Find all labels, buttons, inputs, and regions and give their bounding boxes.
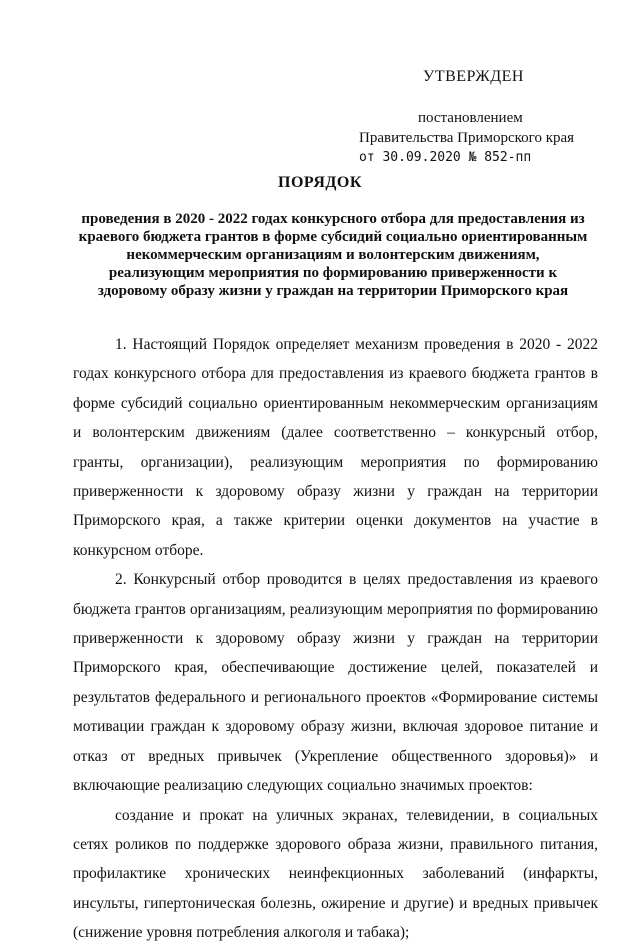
document-body xyxy=(73,330,598,948)
approved-label: УТВЕРЖДЕН xyxy=(423,68,524,85)
paragraph-3: создание и прокат на уличных экранах, телевидении, в социальных сетях роликов по поддержке здорового образа жизни, правильного питания, профилактике хронических неинфекционных заболеваний (инфаркты, инсульты, гипертоническая болезнь, ожирение и другие) и вредных привычек (снижение уровня потребления алкоголя и табака); xyxy=(73,806,598,942)
paragraph-2: 2. Конкурсный отбор проводится в целях предоставления из краевого бюджета грантов организациям, реализующим мероприятия по формированию приверженности к здоровому образу жизни у граждан на территории Приморского края, обеспечивающие достижение целей, показателей и результатов федерального и регионального проектов «Формирование системы мотивации граждан к здоровому образу жизни, включая здоровое питание и отказ от вредных привычек (Укрепление общественного здоровья)» и включающие реализацию следующих социально значимых проектов: xyxy=(73,571,598,795)
document-subtitle: проведения в 2020 - 2022 годах конкурсного отбора для предоставления из краевого бюджета грантов в форме субсидий социально ориентированным некоммерческим организациям и волонтерским движениям, реализующим мероприятия по формированию приверженности к здоровому образу жизни у граждан на территории Приморского края xyxy=(78,211,588,299)
document-title: ПОРЯДОК xyxy=(278,174,362,191)
approval-block xyxy=(359,108,619,168)
approval-line-government: Правительства Приморского края xyxy=(359,130,575,146)
paragraph-1: 1. Настоящий Порядок определяет механизм проведения в 2020 - 2022 годах конкурсного отбора для предоставления из краевого бюджета грантов в форме субсидий социально ориентированным некоммерческим организациям и волонтерским движениям (далее соответственно – конкурсный отбор, гранты, организации), реализующим мероприятия по формированию приверженности к здоровому образу жизни у граждан на территории Приморского края, а также критерии оценки документов на участие в конкурсном отборе. xyxy=(73,336,598,559)
approval-line-date-number: от 30.09.2020 № 852-пп xyxy=(359,150,532,165)
approval-line-resolution: постановлением xyxy=(418,110,523,126)
